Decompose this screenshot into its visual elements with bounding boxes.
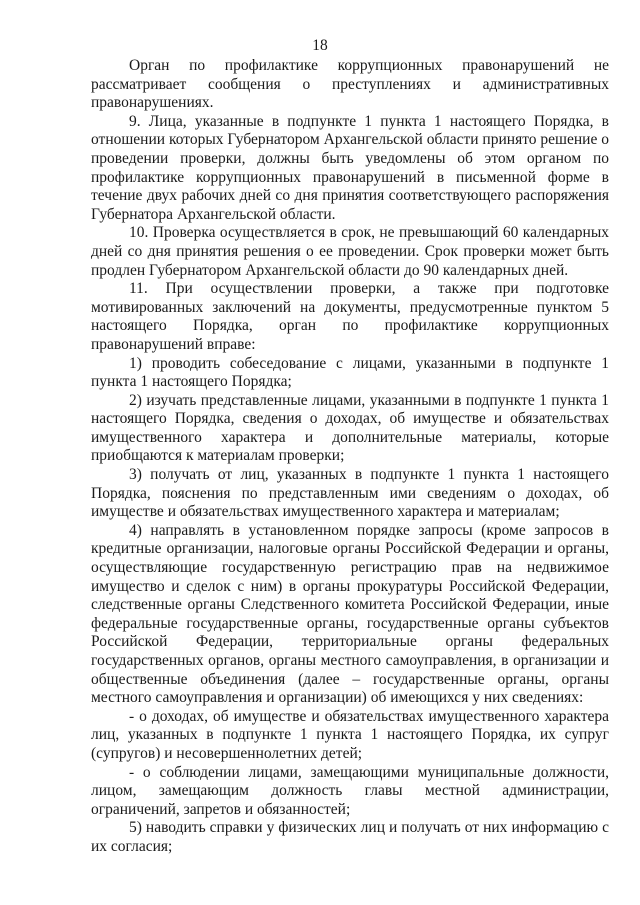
list-item-4: 4) направлять в установленном порядке запросы (кроме запросов в кредитные организации, налоговые органы Российской Федерации и органы, осуществляющие государственную регистрацию прав на недвижимое имущество и сделок с ним) в органы прокуратуры Российской Федерации, следственные органы Следственного комитета Российской Федерации, иные федеральные государственные органы, государственные органы субъектов Российской Федерации, территориальные органы федеральных государственных органов, органы местного самоуправления, в организации и общественные объединения (далее – государственные органы, органы местного самоуправления и организации) об имеющихся у них сведениях: [91, 521, 609, 707]
paragraph-10: 10. Проверка осуществляется в срок, не превышающий 60 календарных дней со дня принятия решения о ее проведении. Срок проверки может быть продлен Губернатором Архангельской области до 90 календарных дней. [91, 224, 609, 279]
list-item-3: 3) получать от лиц, указанных в подпункте 1 пункта 1 настоящего Порядка, пояснения по представленным ими сведениям о доходах, об имуществе и обязательствах имущественного характера и материалам; [91, 466, 609, 521]
list-item-1: 1) проводить собеседование с лицами, указанными в подпункте 1 пункта 1 настоящего Порядка; [91, 354, 609, 391]
paragraph-intro: Орган по профилактике коррупционных правонарушений не рассматривает сообщения о преступлениях и административных правонарушениях. [91, 57, 609, 112]
paragraph-9: 9. Лица, указанные в подпункте 1 пункта 1 настоящего Порядка, в отношении которых Губернатором Архангельской области принято решение о проведении проверки, должны быть уведомлены об этом органом по профилактике коррупционных правонарушений в письменной форме в течение двух рабочих дней со дня принятия соответствующего распоряжения Губернатора Архангельской области. [91, 112, 609, 223]
page-number: 18 [312, 37, 328, 54]
list-item-2: 2) изучать представленные лицами, указанными в подпункте 1 пункта 1 настоящего Порядка, сведения о доходах, об имуществе и обязательствах имущественного характера и дополнительные материалы, которые приобщаются к материалам проверки; [91, 391, 609, 465]
list-item-5: 5) наводить справки у физических лиц и получать от них информацию с их согласия; [91, 819, 609, 855]
sub-item-income: - о доходах, об имуществе и обязательствах имущественного характера лиц, указанных в подпункте 1 пункта 1 настоящего Порядка, их супруг (супругов) и несовершеннолетних детей; [91, 707, 609, 762]
paragraph-11: 11. При осуществлении проверки, а также при подготовке мотивированных заключений на документы, предусмотренные пунктом 5 настоящего Порядка, орган по профилактике коррупционных правонарушений вправе: [91, 280, 609, 353]
sub-item-compliance: - о соблюдении лицами, замещающими муниципальные должности, лицом, замещающим должность главы местной администрации, ограничений, запретов и обязанностей; [91, 763, 609, 818]
document-body [91, 57, 609, 857]
